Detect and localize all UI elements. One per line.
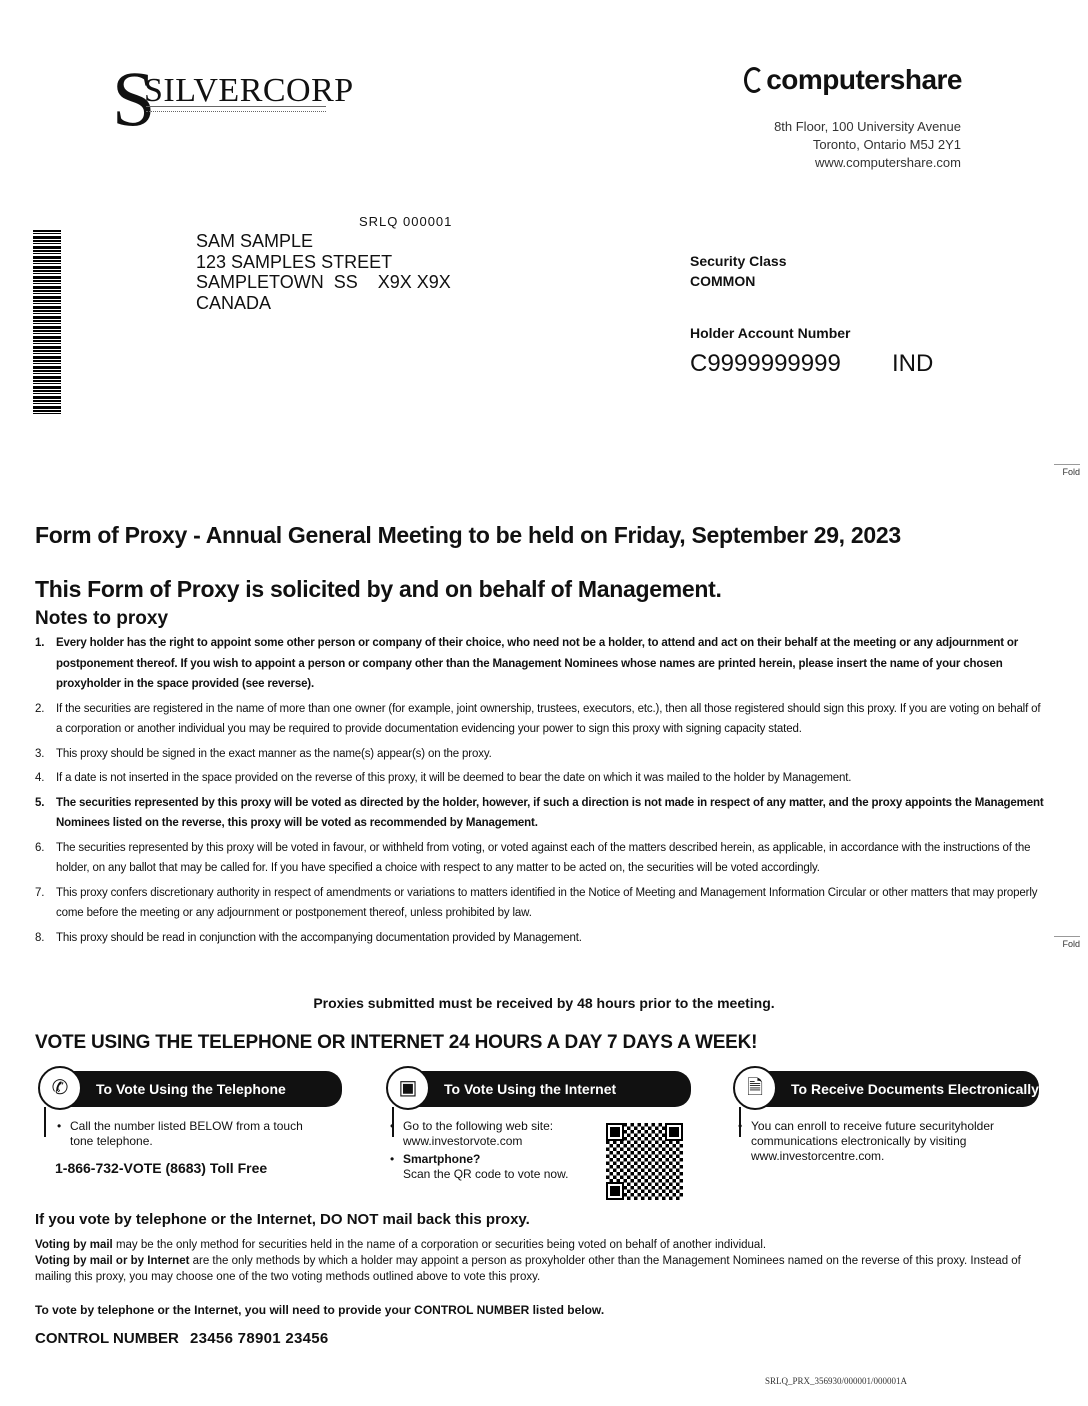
fold-mark: Fold: [1054, 936, 1080, 949]
computer-cursor-icon: ▣: [386, 1066, 430, 1110]
electronic-instructions: [736, 1119, 1026, 1164]
electronic-docs-header: [733, 1069, 1039, 1109]
control-number-label: CONTROL NUMBER: [35, 1330, 179, 1347]
internet-instructions: [388, 1119, 588, 1182]
smartphone-bullet: • Smartphone? Scan the QR code to vote now.: [388, 1152, 588, 1182]
address-country: CANADA: [196, 292, 272, 313]
security-class-value: COMMON: [690, 273, 756, 289]
computershare-logo: [744, 64, 962, 96]
silvercorp-logo-text: SILVERCORP: [144, 72, 354, 109]
mailing-code: SRLQ 000001: [359, 214, 453, 229]
holder-type: IND: [892, 350, 934, 377]
note-item: 5. The securities represented by this proxy will be voted as directed by the holder, however, if such a direction is not made in respect of any matter, and the proxy appoints the Management Nominees listed on the reverse, this proxy will be voted as recommended by Management.: [35, 796, 1044, 829]
website-bullet: • Go to the following web site: www.investorvote.com: [388, 1119, 588, 1149]
investorvote-link[interactable]: www.investorvote.com: [403, 1134, 523, 1148]
note-item: 4. If a date is not inserted in the space provided on the reverse of this proxy, it will be deemed to bear the date on which it was mailed to the holder by Management.: [35, 772, 852, 784]
telephone-bullet: • Call the number listed BELOW from a touch tone telephone.: [55, 1119, 325, 1149]
agent-address: 8th Floor, 100 University Avenue Toronto, Ontario M5J 2Y1 www.computershare.com: [774, 119, 961, 170]
form-code: SRLQ_PRX_356930/000001/000001A: [765, 1376, 908, 1386]
postal-barcode: [33, 230, 61, 416]
address-street: 123 SAMPLES STREET: [196, 251, 393, 272]
computershare-mark-icon: [744, 67, 764, 93]
telephone-number[interactable]: 1-866-732-VOTE (8683) Toll Free: [55, 1160, 268, 1176]
note-item: 8. This proxy should be read in conjunction with the accompanying documentation provided by Management.: [35, 931, 582, 944]
holder-name: SAM SAMPLE: [196, 231, 314, 251]
document-icon: 🗎: [733, 1066, 777, 1110]
notes-list: [35, 633, 1045, 952]
form-subtitle: This Form of Proxy is solicited by and on behalf of Management.: [35, 576, 722, 602]
note-item: 7. This proxy confers discretionary authority in respect of amendments or variations to matters identified in the Notice of Meeting and Management Information Circular or other matters that may properly come before the meeting or any adjournment or postponement thereof, unless prohibited by law.: [35, 886, 1038, 919]
no-mail-warning: If you vote by telephone or the Internet, DO NOT mail back this proxy.: [35, 1211, 530, 1228]
note-item: 1. Every holder has the right to appoint some other person or company of their choice, who need not be a holder, to attend and act on their behalf at the meeting or any adjournment or postponement thereof. If you wish to appoint a person or company other than the Management Nominees whose names are printed herein, please insert the name of your chosen proxyholder in the space provided (see reverse).: [35, 637, 1019, 690]
notes-heading: Notes to proxy: [35, 608, 169, 629]
control-number-value: 23456 78901 23456: [190, 1330, 329, 1347]
security-class-label: Security Class: [690, 253, 787, 269]
note-item: 3. This proxy should be signed in the exact manner as the name(s) appear(s) on the proxy.: [35, 747, 492, 760]
electronic-docs-title: To Receive Documents Electronically: [755, 1071, 1039, 1107]
electronic-bullet: • You can enroll to receive future securityholder communications electronically by visiting www.investorcentre.com.: [736, 1119, 1026, 1164]
internet-vote-title: To Vote Using the Internet: [408, 1071, 691, 1107]
note-item: 6. The securities represented by this proxy will be voted in favour, or withheld from voting, or voted against each of the matters described herein, as applicable, in accordance with the instructions of the holder, on any ballot that may be called for. If you have specified a choice with respect to any matter to be acted on, the securities will be voted accordingly.: [35, 841, 1031, 874]
telephone-vote-title: To Vote Using the Telephone: [60, 1071, 342, 1107]
internet-vote-header: [386, 1069, 691, 1109]
address-city: SAMPLETOWN SS X9X X9X: [196, 272, 451, 292]
qr-code[interactable]: [606, 1123, 683, 1200]
fold-mark: Fold: [1054, 464, 1080, 477]
mail-voting-info: Voting by mail may be the only method for securities held in the name of a corporation or securities being voted on behalf of another individual. Voting by mail or by Internet are the only methods by which a holder may appoint a person as proxyholder other than the Management Nominees named on the reverse of this proxy. Instead of mailing this proxy, you may choose one of the two voting methods outlined above to vote this proxy.: [35, 1239, 1021, 1283]
telephone-vote-header: [38, 1069, 342, 1109]
telephone-icon: ✆: [38, 1066, 82, 1110]
holder-account-label: Holder Account Number: [690, 325, 851, 341]
form-title: Form of Proxy - Annual General Meeting to be held on Friday, September 29, 2023: [35, 522, 901, 548]
deadline-notice: Proxies submitted must be received by 48 hours prior to the meeting.: [313, 995, 775, 1011]
computershare-logo-text: computershare: [766, 64, 962, 95]
mailing-address: [196, 231, 451, 313]
note-item: 2. If the securities are registered in the name of more than one owner (for example, joint ownership, trustees, executors, etc.), then all those registered should sign this proxy. If you are voting on behalf of a corporation or another individual you may be required to provide documentation evidencing your power to sign this proxy with signing capacity stated.: [35, 702, 1041, 735]
vote-heading: VOTE USING THE TELEPHONE OR INTERNET 24 HOURS A DAY 7 DAYS A WEEK!: [35, 1032, 758, 1053]
control-number-note: To vote by telephone or the Internet, you will need to provide your CONTROL NUMBER listed below.: [35, 1303, 605, 1317]
telephone-instructions: [55, 1119, 325, 1149]
holder-account-number: C9999999999: [690, 350, 841, 377]
